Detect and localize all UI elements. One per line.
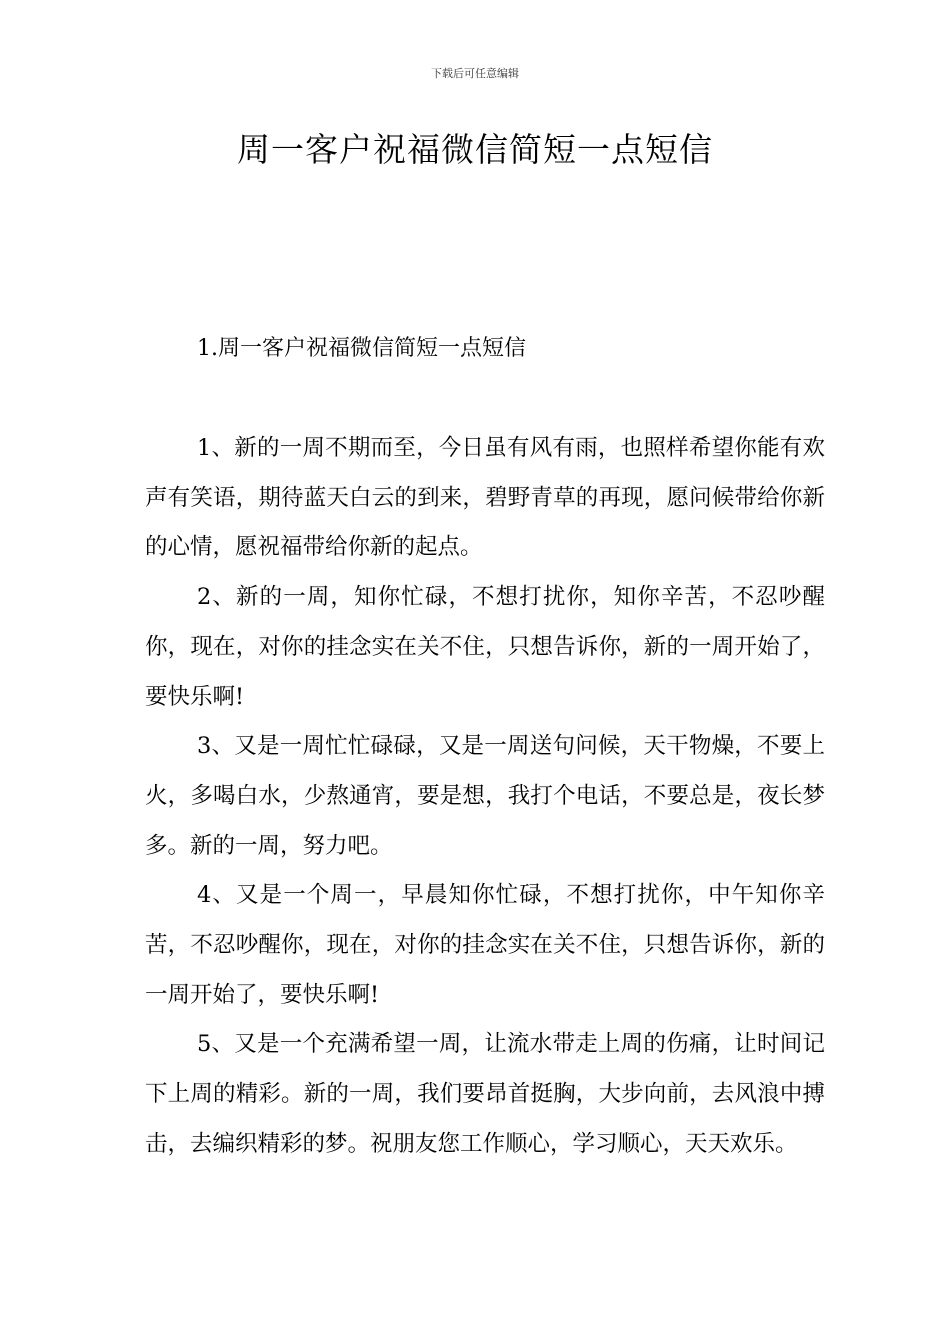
paragraph-5: 5、又是一个充满希望一周，让流水带走上周的伤痛，让时间记下上周的精彩。新的一周，我们要昂首挺胸，大步向前，去风浪中搏击，去编织精彩的梦。祝朋友您工作顺心，学习顺心，天天欢乐。: [145, 1031, 825, 1157]
paragraph-3: 3、又是一周忙忙碌碌，又是一周送句问候，天干物燥，不要上火，多喝白水，少熬通宵，要是想，我打个电话，不要总是，夜长梦多。新的一周，努力吧。: [145, 733, 825, 859]
paragraph-2: 2、新的一周，知你忙碌，不想打扰你，知你辛苦，不忍吵醒你，现在，对你的挂念实在关不住，只想告诉你，新的一周开始了，要快乐啊!: [145, 584, 825, 710]
header-note: 下载后可任意编辑: [431, 67, 519, 80]
section-heading: 1.周一客户祝福微信简短一点短信: [197, 336, 526, 361]
paragraph-1: 1、新的一周不期而至，今日虽有风有雨，也照样希望你能有欢声有笑语，期待蓝天白云的到来，碧野青草的再现，愿问候带给你新的心情，愿祝福带给你新的起点。: [145, 435, 825, 561]
document-title: 周一客户祝福微信简短一点短信: [237, 130, 713, 169]
paragraph-4: 4、又是一个周一，早晨知你忙碌，不想打扰你，中午知你辛苦，不忍吵醒你，现在，对你的挂念实在关不住，只想告诉你，新的一周开始了，要快乐啊!: [145, 882, 825, 1008]
body-text: [145, 424, 825, 1170]
